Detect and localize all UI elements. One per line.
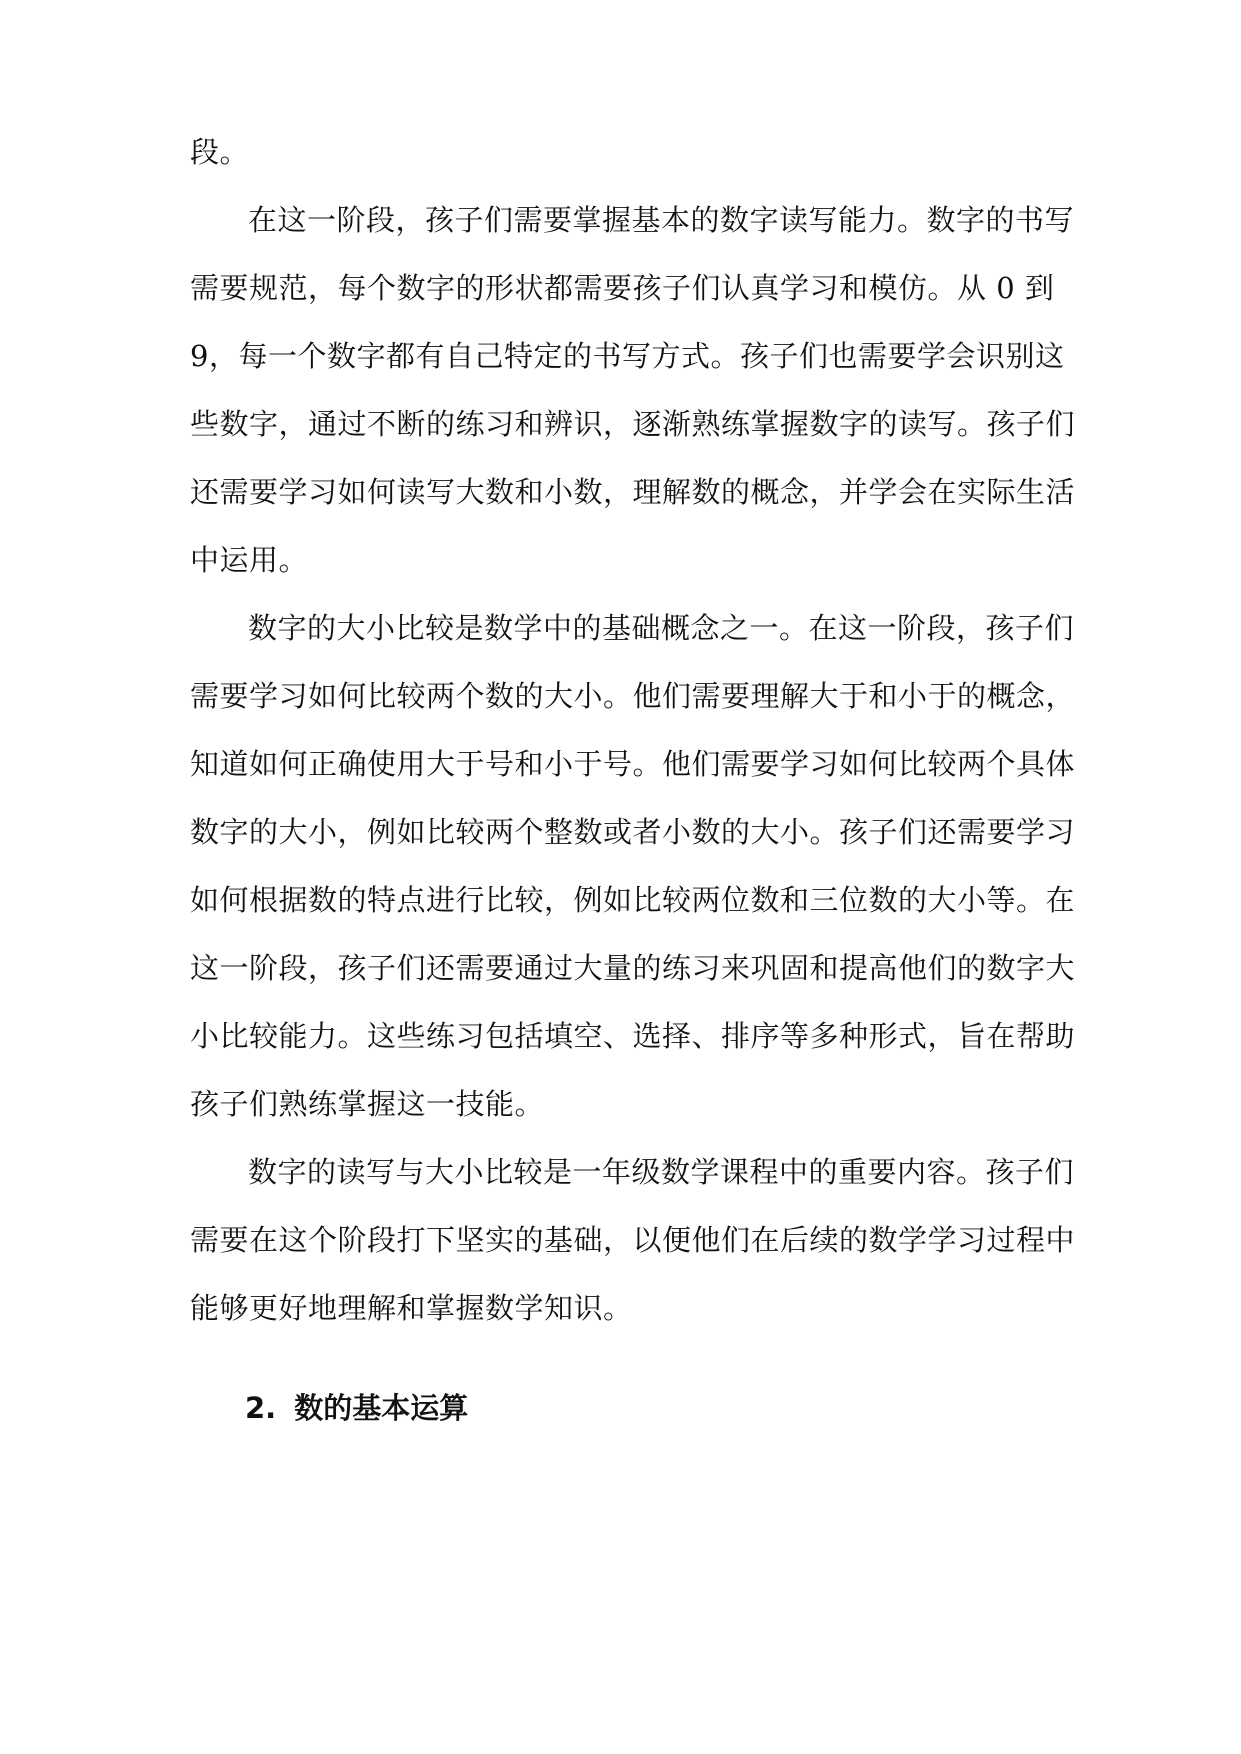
text-line: 段。: [190, 135, 250, 169]
text-line: 在这一阶段，孩子们需要掌握基本的数字读写能力。数字的书写: [248, 203, 1075, 237]
text-line: 中运用。: [190, 543, 309, 577]
text-line: 知道如何正确使用大于号和小于号。他们需要学习如何比较两个具体: [190, 747, 1076, 781]
text-line: 需要学习如何比较两个数的大小。他们需要理解大于和小于的概念，: [190, 679, 1076, 713]
text-line: 需要在这个阶段打下坚实的基础，以便他们在后续的数学学习过程中: [190, 1223, 1076, 1257]
text-line: 数字的读写与大小比较是一年级数学课程中的重要内容。孩子们: [248, 1155, 1075, 1189]
section-number: 2.: [245, 1391, 277, 1425]
text-line: 孩子们熟练掌握这一技能。: [190, 1087, 545, 1121]
text-line: 需要规范，每个数字的形状都需要孩子们认真学习和模仿。从 0 到: [190, 271, 1055, 305]
text-line: 这一阶段，孩子们还需要通过大量的练习来巩固和提高他们的数字大: [190, 951, 1076, 985]
section-title: 数的基本运算: [294, 1391, 469, 1425]
text-line: 些数字，通过不断的练习和辨识，逐渐熟练掌握数字的读写。孩子们: [190, 407, 1076, 441]
section-heading: [245, 1388, 468, 1428]
text-line: 数字的大小，例如比较两个整数或者小数的大小。孩子们还需要学习: [190, 815, 1076, 849]
text-line: 数字的大小比较是数学中的基础概念之一。在这一阶段，孩子们: [248, 611, 1075, 645]
text-line: 小比较能力。这些练习包括填空、选择、排序等多种形式，旨在帮助: [190, 1019, 1076, 1053]
text-line: 9，每一个数字都有自己特定的书写方式。孩子们也需要学会识别这: [190, 339, 1065, 373]
text-line: 还需要学习如何读写大数和小数，理解数的概念，并学会在实际生活: [190, 475, 1076, 509]
text-line: 能够更好地理解和掌握数学知识。: [190, 1291, 633, 1325]
text-line: 如何根据数的特点进行比较，例如比较两位数和三位数的大小等。在: [190, 883, 1076, 917]
